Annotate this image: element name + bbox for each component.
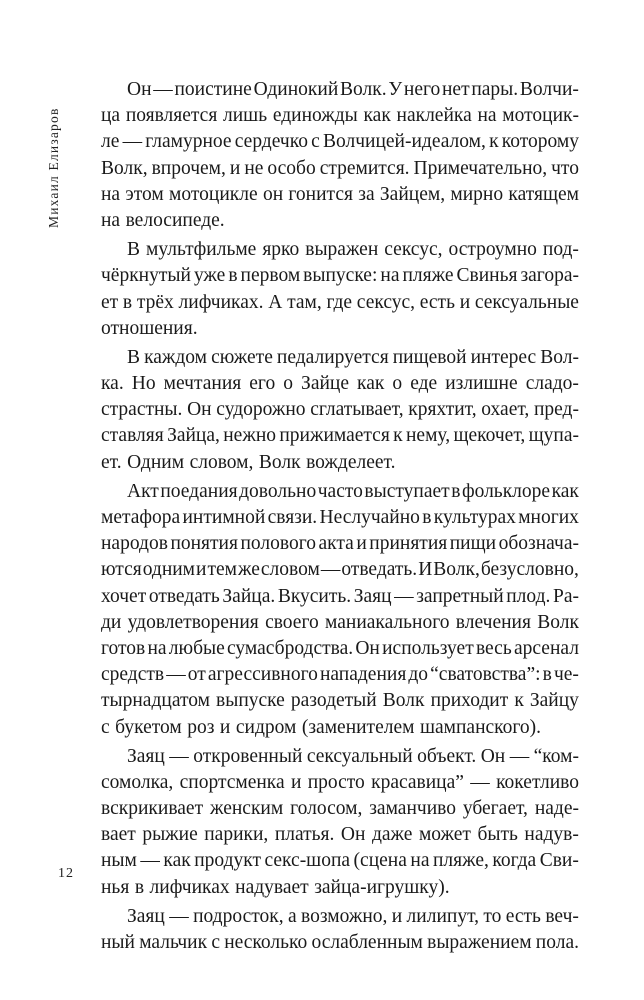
word: ет — [101, 291, 119, 313]
word: несколько — [224, 932, 308, 953]
word: заманчиво — [369, 798, 456, 820]
word: пары. — [471, 79, 519, 100]
word: от — [187, 664, 206, 686]
word: пищевой — [392, 346, 467, 368]
word: и — [219, 716, 231, 738]
word: ди — [101, 611, 122, 633]
text-line — [101, 103, 579, 129]
word: в — [122, 291, 133, 313]
word: отношения. — [101, 317, 198, 339]
word: на — [101, 183, 121, 205]
word: Волк — [382, 690, 425, 712]
word: народов — [101, 533, 168, 555]
word: велосипеде. — [125, 209, 225, 231]
word: кокетливо — [496, 771, 579, 793]
word: мечтания — [163, 373, 242, 395]
word: может — [418, 824, 471, 846]
word: сюжете — [211, 346, 273, 368]
word: Он — [340, 824, 366, 846]
word: в — [134, 876, 145, 898]
word: он — [262, 183, 284, 205]
word: Одним — [127, 451, 185, 473]
word: удовлетворения — [127, 611, 259, 633]
word: когда — [492, 850, 537, 872]
word: разодетый — [290, 690, 377, 712]
word: весь — [475, 637, 512, 659]
word: гонится — [288, 183, 353, 205]
word: как — [551, 480, 579, 502]
word: даже — [371, 824, 413, 846]
text-line — [101, 505, 579, 531]
word: Волк, — [101, 157, 148, 179]
word: — — [394, 585, 414, 607]
word: интерес — [470, 346, 537, 368]
word: Примечательно, — [413, 157, 548, 179]
text-line — [101, 156, 579, 182]
word: быть — [477, 824, 518, 846]
word: (заменителем — [301, 716, 415, 738]
word: надувает — [235, 876, 309, 898]
word: педалируется — [276, 346, 389, 368]
word: подросток, — [193, 905, 284, 927]
word: использует — [382, 637, 474, 659]
word: гламурное — [145, 131, 232, 153]
word: плод. — [506, 585, 551, 607]
word: и — [196, 559, 207, 581]
word: мультфильме — [146, 239, 257, 261]
paragraph — [101, 744, 579, 901]
word: единожды — [272, 105, 358, 127]
word: щупа- — [528, 425, 579, 447]
word: принятия — [369, 533, 448, 555]
word: этом — [125, 183, 164, 205]
word: к — [514, 690, 524, 712]
paragraph — [101, 904, 579, 956]
word: сексус, — [384, 239, 443, 261]
word: словом, — [189, 451, 254, 473]
text-line — [101, 744, 579, 770]
word: связи. — [267, 507, 318, 528]
word: Зайцем, — [379, 183, 446, 205]
word: мотоцик- — [502, 105, 579, 127]
word: — — [140, 850, 160, 872]
word: страстны. — [101, 399, 183, 421]
word: как — [363, 105, 391, 127]
text-line — [101, 688, 579, 714]
word: первом — [240, 265, 301, 287]
word: “сватовства”: — [430, 664, 541, 686]
word: пляже — [402, 265, 454, 287]
word: и — [391, 905, 403, 927]
word: а — [287, 905, 297, 927]
word: убегает, — [462, 798, 528, 820]
word: полового — [240, 533, 316, 555]
word: сердечко — [234, 131, 308, 153]
word: фольклоре — [461, 480, 551, 502]
word: маниакального — [325, 611, 450, 633]
word: на — [410, 850, 430, 872]
word: Он — [187, 399, 212, 421]
word: вожделеет. — [306, 451, 396, 473]
word: откровенный — [193, 745, 303, 767]
word: с — [101, 716, 110, 738]
word: стремится. — [319, 157, 410, 179]
word: ле — [101, 131, 120, 153]
word: к — [489, 131, 499, 153]
word: секс-шопа — [264, 850, 351, 872]
word: ослабленным — [311, 932, 423, 953]
word: парики, — [204, 824, 269, 846]
word: сумасбродства. — [227, 637, 354, 659]
word: сомолка, — [101, 771, 174, 793]
word: Сви- — [539, 850, 579, 872]
word: остроумно — [448, 239, 537, 261]
word: и — [290, 771, 302, 793]
word: поистине — [174, 79, 252, 100]
word: в — [451, 480, 461, 502]
word: поедания — [160, 480, 238, 502]
word: приходит — [430, 690, 509, 712]
text-line — [101, 345, 579, 371]
word: выражен — [305, 239, 379, 261]
word: в — [422, 507, 432, 528]
word: арсенал — [513, 637, 579, 659]
word: нападения — [319, 664, 407, 686]
word: нет — [441, 79, 470, 100]
word: и — [229, 157, 241, 179]
word: наклейка — [396, 105, 472, 127]
word: вскрикивает — [101, 798, 204, 820]
word: впрочем, — [151, 157, 226, 179]
text-line — [101, 77, 579, 103]
word: и — [459, 291, 471, 313]
word: пляже, — [432, 850, 489, 872]
word: мальчик — [139, 932, 208, 953]
word: хочет — [101, 585, 147, 607]
text-line — [101, 770, 579, 796]
text-line — [101, 904, 579, 930]
word: готов — [101, 637, 146, 659]
text-line — [101, 450, 579, 476]
word: — — [122, 131, 143, 153]
text-line — [101, 263, 579, 289]
word: “ком- — [533, 745, 579, 767]
word: охает, — [481, 399, 530, 421]
word: в — [542, 664, 552, 686]
word: в — [228, 265, 238, 287]
word: просто — [307, 771, 365, 793]
word: Он — [127, 79, 152, 100]
word: Заяц — [127, 745, 165, 767]
word: И — [418, 559, 433, 581]
word: о — [283, 373, 293, 395]
word: особо — [267, 157, 316, 179]
word: вает — [101, 824, 136, 846]
word: зайца-игрушку). — [314, 876, 450, 898]
word: Свинья — [456, 265, 518, 287]
word: ка. — [101, 373, 124, 395]
word: уже — [193, 265, 226, 287]
word: чёркнутый — [101, 265, 191, 287]
word: и — [356, 533, 367, 555]
word: ярко — [262, 239, 300, 261]
word: лифчиках. — [178, 291, 264, 313]
word: сексус, — [356, 291, 416, 313]
word: интимной — [182, 507, 266, 528]
word: агрессивного — [207, 664, 318, 686]
word: — — [169, 905, 189, 927]
text-line — [101, 290, 579, 316]
word: мотоцикле — [169, 183, 258, 205]
word: то — [483, 905, 502, 927]
word: продукт — [194, 850, 261, 872]
word: возможно, — [301, 905, 388, 927]
word: Волк — [537, 611, 579, 633]
word: — — [153, 79, 173, 100]
word: его — [249, 373, 276, 395]
word: культурах — [433, 507, 516, 528]
word: женским — [210, 798, 284, 820]
word: как — [163, 850, 191, 872]
word: — — [509, 745, 530, 767]
word: многих — [518, 507, 579, 528]
word: Но — [131, 373, 156, 395]
word: В — [127, 239, 141, 261]
word: появляется — [125, 105, 218, 127]
word: лишь — [223, 105, 268, 127]
word: сладо- — [525, 373, 579, 395]
word: платья. — [274, 824, 335, 846]
word: ставляя — [101, 425, 164, 447]
word: обознача- — [498, 533, 579, 555]
text-line — [101, 397, 579, 423]
word: тем — [207, 559, 237, 581]
text-line — [101, 715, 579, 741]
word: шампанского). — [419, 716, 542, 738]
word: Он — [480, 745, 506, 767]
word: трёх — [136, 291, 174, 313]
word: (сцена — [353, 850, 407, 872]
word: акта — [318, 533, 354, 555]
word: понятия — [170, 533, 238, 555]
word: безусловно, — [480, 559, 579, 581]
word: Ра- — [552, 585, 579, 607]
text-line — [101, 237, 579, 263]
text-line — [101, 636, 579, 662]
word: за — [358, 183, 375, 205]
word: сексуальный — [306, 745, 413, 767]
word: — — [169, 745, 189, 767]
word: судорожно — [216, 399, 306, 421]
word: Волчи- — [519, 79, 579, 100]
word: тырнадцатом — [101, 690, 210, 712]
word: сглатывает, — [310, 399, 404, 421]
word: есть — [419, 291, 455, 313]
word: У — [388, 79, 403, 100]
word: пред- — [533, 399, 579, 421]
text-line — [101, 875, 579, 901]
word: лилипут, — [406, 905, 479, 927]
word: спортсменка — [179, 771, 285, 793]
word: че- — [553, 664, 579, 686]
word: Акт — [127, 480, 159, 502]
text-line — [101, 848, 579, 874]
paragraph — [101, 237, 579, 342]
word: ются — [101, 559, 142, 581]
word: ет. — [101, 451, 122, 473]
word: прижимается — [279, 425, 390, 447]
word: еде — [410, 373, 438, 395]
word: о — [392, 373, 403, 395]
word: своего — [265, 611, 319, 633]
word: нежно — [223, 425, 276, 447]
word: средств — [101, 664, 165, 686]
text-line — [101, 479, 579, 505]
word: одним — [142, 559, 196, 581]
word: же — [238, 559, 260, 581]
text-line — [101, 662, 579, 688]
word: что — [551, 157, 579, 179]
word: каждом — [144, 346, 208, 368]
word: загора- — [520, 265, 579, 287]
word: отведать. — [341, 559, 418, 581]
word: как — [357, 373, 385, 395]
word: довольно — [239, 480, 317, 502]
word: с — [311, 131, 320, 153]
word: Заяц — [127, 905, 165, 927]
word: букетом — [115, 716, 182, 738]
word: Волчицей-идеалом, — [322, 131, 486, 153]
word: ный — [101, 932, 135, 953]
word: Вкусить. — [277, 585, 352, 607]
word: ца — [101, 105, 121, 127]
text-line — [101, 610, 579, 636]
word: катящем — [508, 183, 579, 205]
word: под- — [542, 239, 579, 261]
word: там, — [287, 291, 322, 313]
word: рыжие — [142, 824, 198, 846]
word: объект. — [417, 745, 477, 767]
word: кряхтит, — [408, 399, 477, 421]
word: не — [244, 157, 264, 179]
word: голосом, — [290, 798, 363, 820]
text-line — [101, 557, 579, 583]
word: пола. — [535, 932, 579, 953]
word: сексуальные — [474, 291, 579, 313]
text-line — [101, 129, 579, 155]
running-head-author: Михаил Елизаров — [46, 107, 61, 228]
word: часто — [317, 480, 363, 502]
text-line — [101, 316, 579, 342]
word: Неслучайно — [319, 507, 420, 528]
word: лифчиках — [149, 876, 230, 898]
word: метафора — [101, 507, 181, 528]
page-number: 12 — [58, 866, 74, 881]
paragraph — [101, 345, 579, 476]
word: на — [477, 105, 497, 127]
word: нья — [101, 876, 130, 898]
word: В — [127, 346, 141, 368]
word: — — [320, 559, 341, 581]
word: на — [380, 265, 400, 287]
word: на — [101, 209, 121, 231]
word: с — [211, 932, 220, 953]
word: Заяц — [353, 585, 392, 607]
text-line — [101, 584, 579, 610]
word: сидром — [235, 716, 297, 738]
text-line — [101, 531, 579, 557]
word: к — [393, 425, 403, 447]
word: отведать — [148, 585, 220, 607]
text-line — [101, 822, 579, 848]
word: излишне — [445, 373, 518, 395]
word: Зайце — [301, 373, 349, 395]
body-text — [101, 77, 579, 956]
word: А — [268, 291, 283, 313]
word: надув- — [524, 824, 579, 846]
word: мирно — [450, 183, 504, 205]
word: выпуске — [216, 690, 285, 712]
word: красавица” — [371, 771, 464, 793]
word: выражением — [427, 932, 532, 953]
word: Он — [355, 637, 380, 659]
word: ным — [101, 850, 137, 872]
word: Зайца. — [222, 585, 276, 607]
word: Волк — [258, 451, 301, 473]
word: запретный — [416, 585, 504, 607]
word: — — [470, 771, 490, 793]
text-line — [101, 371, 579, 397]
word: которому — [501, 131, 579, 153]
word: влечения — [455, 611, 531, 633]
text-line — [101, 796, 579, 822]
word: него — [403, 79, 441, 100]
word: Зайца, — [167, 425, 220, 447]
word: есть — [505, 905, 541, 927]
word: — — [166, 664, 186, 686]
paragraph — [101, 479, 579, 741]
word: выступает — [364, 480, 450, 502]
word: Волк. — [340, 79, 387, 100]
word: словом — [260, 559, 320, 581]
word: выпуске: — [303, 265, 378, 287]
word: наде- — [534, 798, 579, 820]
word: Зайцу — [529, 690, 579, 712]
word: щекочет, — [453, 425, 526, 447]
word: нему, — [406, 425, 451, 447]
text-line — [101, 208, 579, 234]
word: любые — [168, 637, 225, 659]
text-line — [101, 930, 579, 956]
word: пищи — [449, 533, 497, 555]
paragraph — [101, 77, 579, 234]
word: Вол- — [540, 346, 579, 368]
word: роз — [187, 716, 215, 738]
word: на — [147, 637, 167, 659]
word: веч- — [545, 905, 579, 927]
word: до — [408, 664, 429, 686]
word: Одинокий — [253, 79, 339, 100]
text-line — [101, 423, 579, 449]
text-line — [101, 182, 579, 208]
word: где — [326, 291, 353, 313]
word: Волк, — [433, 559, 480, 581]
